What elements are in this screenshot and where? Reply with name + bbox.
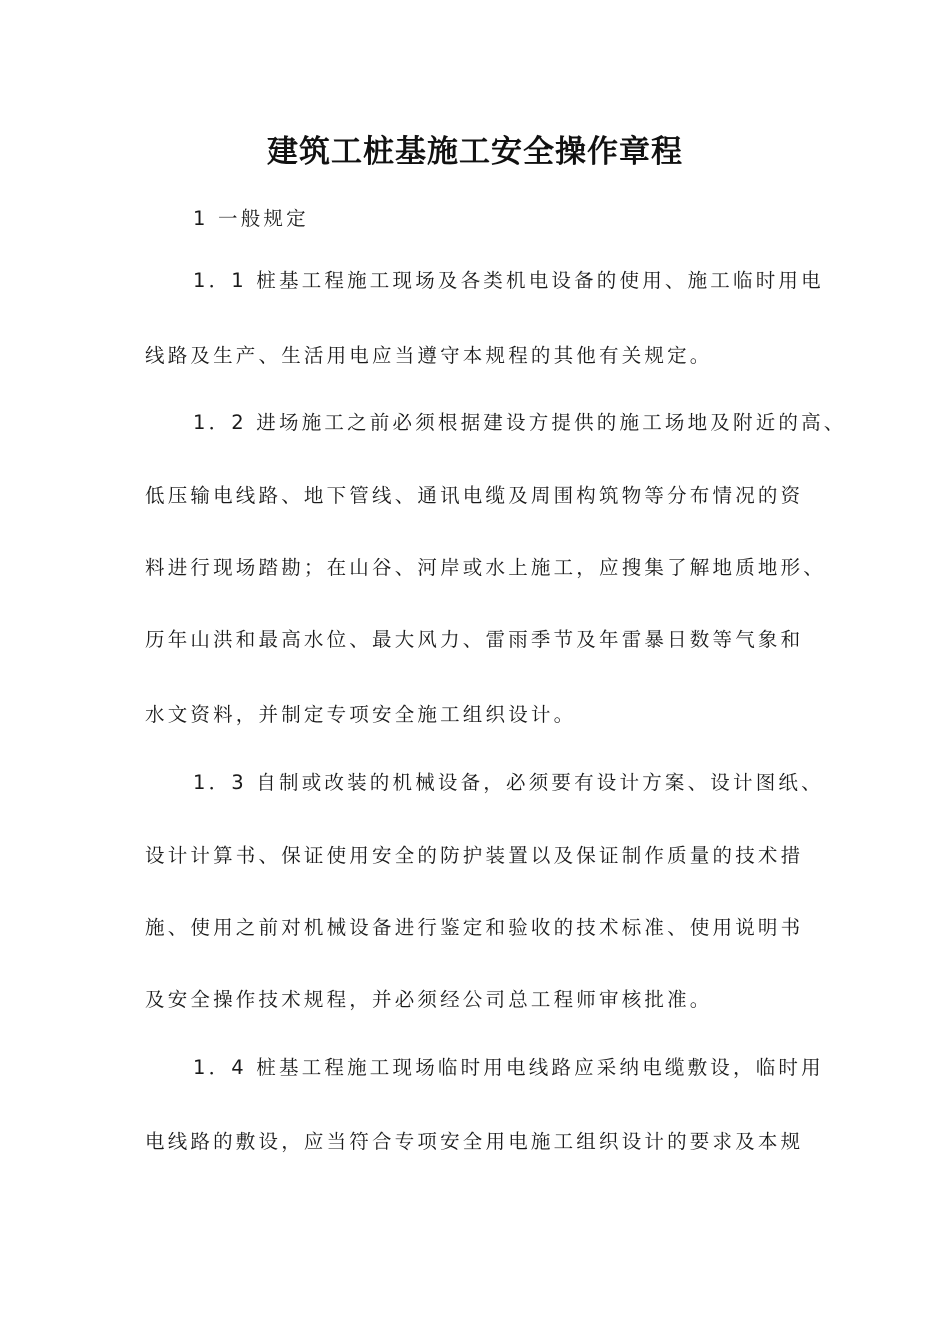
paragraph-line: 设计计算书、保证使用安全的防护装置以及保证制作质量的技术措 bbox=[145, 844, 804, 867]
section-heading: 1 一般规定 bbox=[193, 207, 309, 230]
paragraph-line: 低压输电线路、地下管线、通讯电缆及周围构筑物等分布情况的资 bbox=[145, 484, 804, 507]
paragraph-line: 料进行现场踏勘；在山谷、河岸或水上施工，应搜集了解地质地形、 bbox=[145, 556, 827, 579]
paragraph-line: 及安全操作技术规程，并必须经公司总工程师审核批准。 bbox=[145, 988, 713, 1011]
paragraph-line: 线路及生产、生活用电应当遵守本规程的其他有关规定。 bbox=[145, 344, 713, 367]
paragraph-line: 历年山洪和最高水位、最大风力、雷雨季节及年雷暴日数等气象和 bbox=[145, 628, 804, 651]
paragraph-line: 1．3 自制或改装的机械设备，必须要有设计方案、设计图纸、 bbox=[193, 771, 824, 794]
document-title: 建筑工桩基施工安全操作章程 bbox=[267, 134, 683, 170]
paragraph-line: 电线路的敷设，应当符合专项安全用电施工组织设计的要求及本规 bbox=[145, 1130, 804, 1153]
paragraph-line: 水文资料，并制定专项安全施工组织设计。 bbox=[145, 703, 577, 726]
paragraph-line: 1．2 进场施工之前必须根据建设方提供的施工场地及附近的高、 bbox=[193, 411, 847, 434]
paragraph-line: 施、使用之前对机械设备进行鉴定和验收的技术标准、使用说明书 bbox=[145, 916, 804, 939]
paragraph-line: 1．4 桩基工程施工现场临时用电线路应采纳电缆敷设，临时用 bbox=[193, 1056, 824, 1079]
paragraph-line: 1．1 桩基工程施工现场及各类机电设备的使用、施工临时用电 bbox=[193, 269, 824, 292]
